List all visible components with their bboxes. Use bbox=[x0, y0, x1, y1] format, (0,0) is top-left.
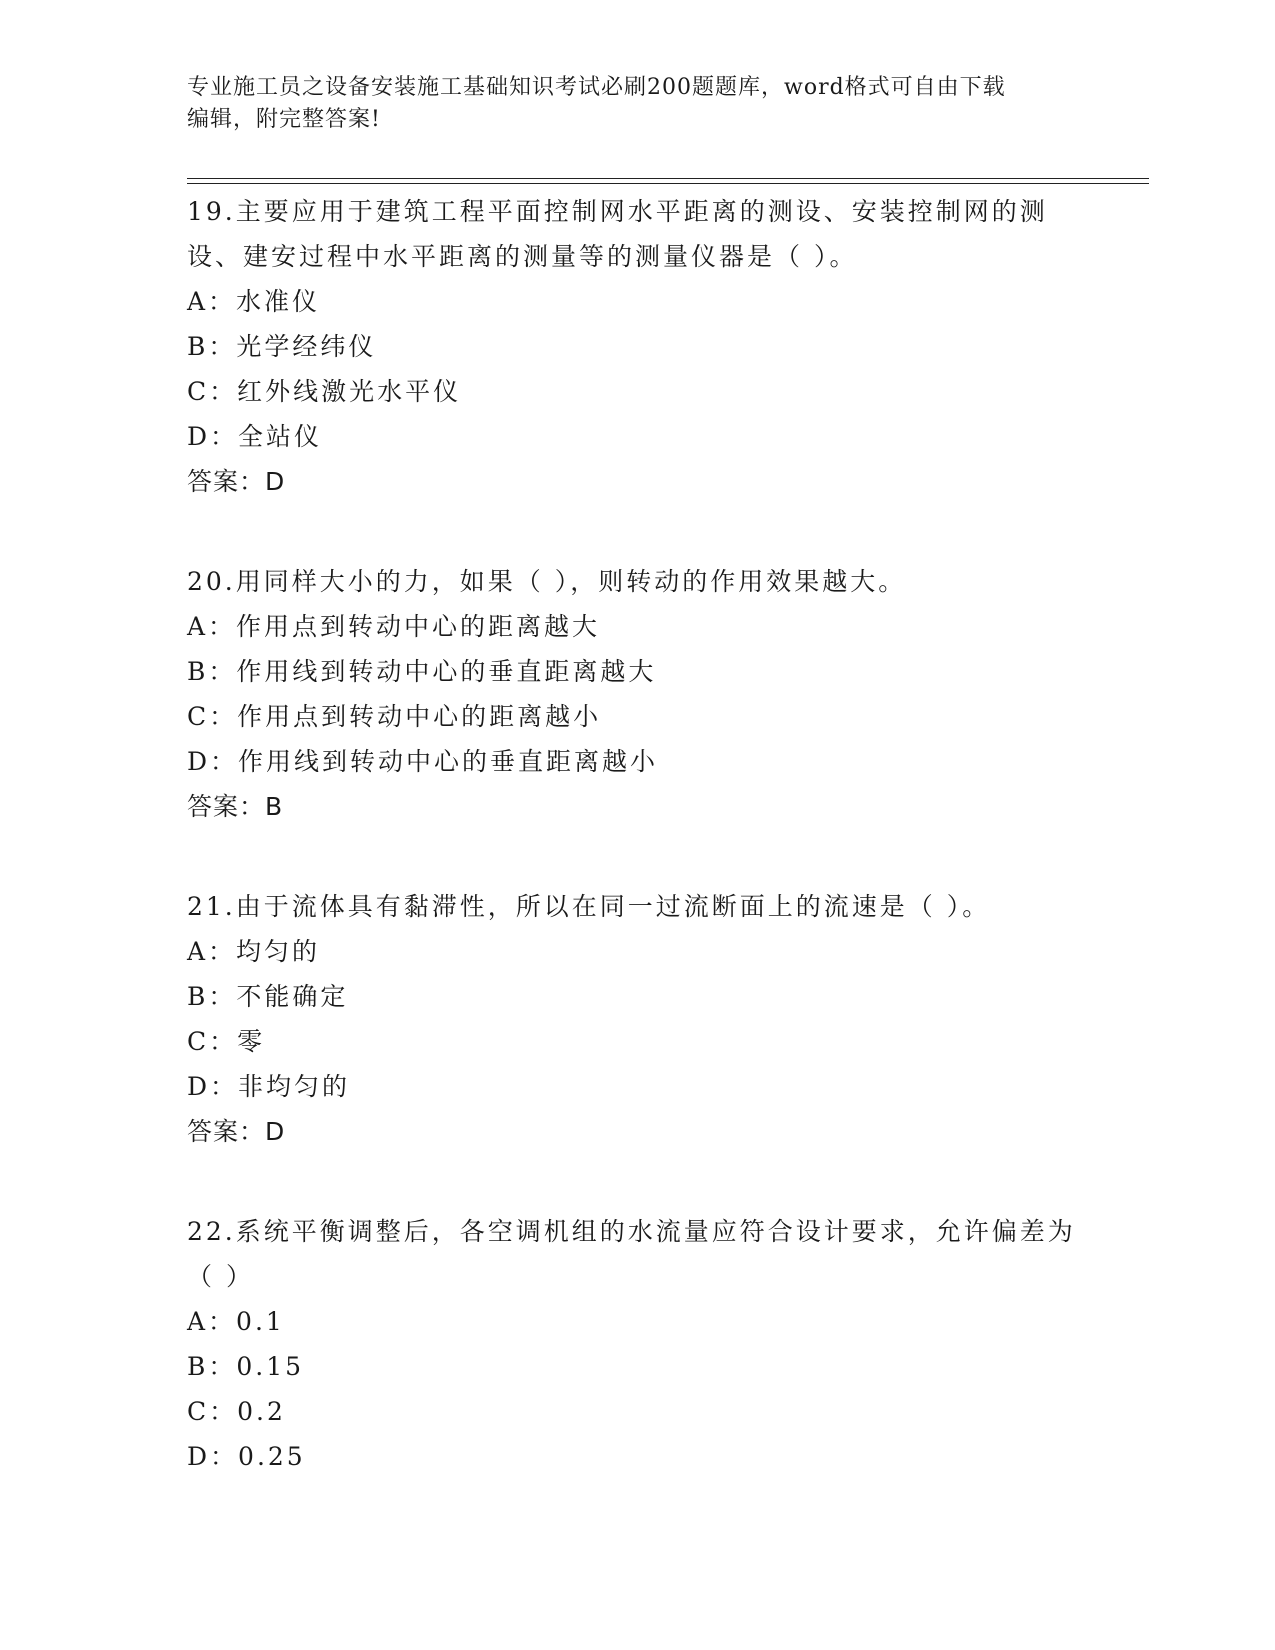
document-header bbox=[187, 72, 1067, 136]
option-a: A：水准仪 bbox=[187, 287, 321, 316]
option-b: B：0.15 bbox=[187, 1352, 305, 1381]
option-d: D：0.25 bbox=[187, 1442, 306, 1471]
option-c: C：零 bbox=[187, 1027, 266, 1056]
option-c: C：作用点到转动中心的距离越小 bbox=[187, 702, 602, 731]
option-c: C：0.2 bbox=[187, 1397, 286, 1426]
question-list bbox=[187, 189, 1087, 1534]
header-line-2: 编辑，附完整答案! bbox=[187, 107, 381, 132]
question-text: 20.用同样大小的力，如果（ ），则转动的作用效果越大。 bbox=[187, 567, 907, 596]
option-d: D：作用线到转动中心的垂直距离越小 bbox=[187, 747, 659, 776]
answer-line: 答案：B bbox=[187, 792, 284, 821]
header-divider-bottom bbox=[187, 183, 1149, 184]
question-19 bbox=[187, 189, 1087, 504]
option-c: C：红外线激光水平仪 bbox=[187, 377, 462, 406]
header-divider-top bbox=[187, 178, 1149, 179]
header-line-1: 专业施工员之设备安装施工基础知识考试必刷200题题库，word格式可自由下载 bbox=[187, 75, 1006, 100]
question-text: 22.系统平衡调整后，各空调机组的水流量应符合设计要求，允许偏差为（ ） bbox=[187, 1217, 1076, 1291]
question-text: 19.主要应用于建筑工程平面控制网水平距离的测设、安装控制网的测设、建安过程中水平距离的测量等的测量仪器是（ ）。 bbox=[187, 197, 1048, 271]
option-b: B：光学经纬仪 bbox=[187, 332, 377, 361]
option-b: B：不能确定 bbox=[187, 982, 349, 1011]
answer-line: 答案：D bbox=[187, 467, 286, 496]
option-b: B：作用线到转动中心的垂直距离越大 bbox=[187, 657, 657, 686]
question-20 bbox=[187, 559, 1087, 829]
option-d: D：非均匀的 bbox=[187, 1072, 351, 1101]
option-d: D：全站仪 bbox=[187, 422, 323, 451]
answer-line: 答案：D bbox=[187, 1117, 286, 1146]
option-a: A：0.1 bbox=[187, 1307, 285, 1336]
option-a: A：作用点到转动中心的距离越大 bbox=[187, 612, 601, 641]
question-text: 21.由于流体具有黏滞性，所以在同一过流断面上的流速是（ ）。 bbox=[187, 892, 991, 921]
option-a: A：均匀的 bbox=[187, 937, 321, 966]
question-21 bbox=[187, 884, 1087, 1154]
question-22 bbox=[187, 1209, 1087, 1479]
